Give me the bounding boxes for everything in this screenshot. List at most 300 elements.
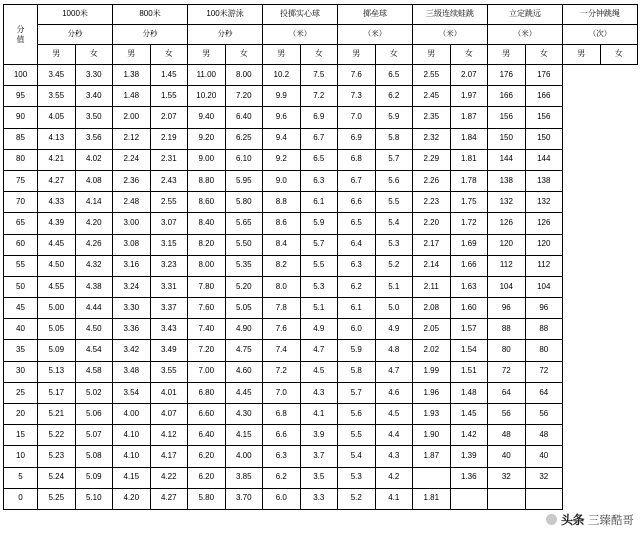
cell-value: 1.93 — [413, 404, 451, 425]
cell-value: 5.9 — [375, 107, 413, 128]
cell-value: 120 — [488, 234, 526, 255]
cell-value: 104 — [488, 276, 526, 297]
cell-value: 64 — [488, 382, 526, 403]
cell-value: 32 — [488, 467, 526, 488]
cell-value: 96 — [488, 298, 526, 319]
cell-value: 4.08 — [75, 170, 113, 191]
event-name-1: 800米 — [113, 5, 188, 25]
cell-value: 5.9 — [338, 340, 376, 361]
corner-score-label — [4, 5, 38, 65]
event-name-6: 立定跳远 — [488, 5, 563, 25]
cell-value: 1.63 — [450, 276, 488, 297]
cell-value: 2.17 — [413, 234, 451, 255]
cell-value: 8.20 — [188, 234, 226, 255]
cell-value: 4.7 — [300, 340, 338, 361]
cell-value: 96 — [525, 298, 563, 319]
cell-value: 4.58 — [75, 361, 113, 382]
cell-value: 5.24 — [38, 467, 76, 488]
cell-value: 138 — [525, 170, 563, 191]
cell-value: 156 — [488, 107, 526, 128]
cell-value: 1.48 — [113, 86, 151, 107]
cell-value: 3.07 — [150, 213, 188, 234]
cell-value: 6.0 — [263, 488, 301, 509]
cell-value: 7.2 — [263, 361, 301, 382]
cell-value: 1.84 — [450, 128, 488, 149]
event-sex-1-1: 女 — [150, 45, 188, 65]
cell-value: 5.09 — [38, 340, 76, 361]
cell-value: 3.30 — [113, 298, 151, 319]
cell-value: 6.6 — [338, 192, 376, 213]
cell-value: 6.20 — [188, 446, 226, 467]
cell-value: 3.37 — [150, 298, 188, 319]
event-sex-2-1: 女 — [225, 45, 263, 65]
cell-value: 4.30 — [225, 404, 263, 425]
cell-value: 5.23 — [38, 446, 76, 467]
event-name-2: 100米游泳 — [188, 5, 263, 25]
cell-value: 1.36 — [450, 467, 488, 488]
cell-value: 7.3 — [338, 86, 376, 107]
cell-value: 4.00 — [113, 404, 151, 425]
cell-value: 7.80 — [188, 276, 226, 297]
cell-value: 5.05 — [225, 298, 263, 319]
cell-value: 3.23 — [150, 255, 188, 276]
cell-value: 48 — [525, 425, 563, 446]
cell-value: 4.22 — [150, 467, 188, 488]
table-head — [4, 5, 638, 65]
cell-value: 1.54 — [450, 340, 488, 361]
cell-value: 2.02 — [413, 340, 451, 361]
cell-value: 5.7 — [375, 149, 413, 170]
cell-value: 40 — [488, 446, 526, 467]
table-row — [4, 319, 638, 340]
event-unit-5: （米） — [413, 25, 488, 45]
score-value: 45 — [4, 298, 38, 319]
cell-value: 6.1 — [300, 192, 338, 213]
cell-value: 1.81 — [450, 149, 488, 170]
cell-value: 5.6 — [338, 404, 376, 425]
cell-value: 2.07 — [150, 107, 188, 128]
cell-value: 72 — [525, 361, 563, 382]
cell-value: 4.39 — [38, 213, 76, 234]
table-row — [4, 425, 638, 446]
cell-value: 2.32 — [413, 128, 451, 149]
table-row — [4, 192, 638, 213]
cell-value: 166 — [525, 86, 563, 107]
cell-value: 4.90 — [225, 319, 263, 340]
cell-value: 3.45 — [38, 65, 76, 86]
cell-value: 5.05 — [38, 319, 76, 340]
cell-value: 3.70 — [225, 488, 263, 509]
cell-value: 8.6 — [263, 213, 301, 234]
event-sex-2-0: 男 — [188, 45, 226, 65]
cell-value: 6.6 — [263, 425, 301, 446]
cell-value: 1.51 — [450, 361, 488, 382]
cell-value: 4.9 — [300, 319, 338, 340]
cell-value: 1.42 — [450, 425, 488, 446]
table-row — [4, 170, 638, 191]
event-name-3: 投掷实心球 — [263, 5, 338, 25]
table-row — [4, 361, 638, 382]
cell-value: 3.36 — [113, 319, 151, 340]
cell-value: 3.9 — [300, 425, 338, 446]
event-sex-4-1: 女 — [375, 45, 413, 65]
cell-value: 1.55 — [150, 86, 188, 107]
event-sex-6-0: 男 — [488, 45, 526, 65]
cell-value: 6.3 — [338, 255, 376, 276]
cell-value — [488, 488, 526, 509]
score-value: 25 — [4, 382, 38, 403]
cell-value: 4.20 — [75, 213, 113, 234]
cell-value: 5.5 — [338, 425, 376, 446]
cell-value: 4.5 — [375, 404, 413, 425]
cell-value: 10.2 — [263, 65, 301, 86]
cell-value: 4.3 — [375, 446, 413, 467]
cell-value: 4.55 — [38, 276, 76, 297]
cell-value: 9.6 — [263, 107, 301, 128]
header-row-sex — [4, 45, 638, 65]
cell-value: 3.48 — [113, 361, 151, 382]
cell-value: 104 — [525, 276, 563, 297]
cell-value: 10.20 — [188, 86, 226, 107]
cell-value: 80 — [488, 340, 526, 361]
cell-value: 2.43 — [150, 170, 188, 191]
score-value: 40 — [4, 319, 38, 340]
cell-value: 4.27 — [38, 170, 76, 191]
cell-value: 7.8 — [263, 298, 301, 319]
event-name-4: 掷垒球 — [338, 5, 413, 25]
cell-value: 4.27 — [150, 488, 188, 509]
cell-value: 3.55 — [38, 86, 76, 107]
cell-value: 156 — [525, 107, 563, 128]
cell-value: 56 — [488, 404, 526, 425]
cell-value: 3.55 — [150, 361, 188, 382]
event-unit-1: 分秒 — [113, 25, 188, 45]
score-value: 90 — [4, 107, 38, 128]
cell-value: 5.8 — [338, 361, 376, 382]
cell-value: 5.5 — [375, 192, 413, 213]
cell-value: 7.0 — [338, 107, 376, 128]
cell-value: 3.7 — [300, 446, 338, 467]
table-row — [4, 488, 638, 509]
cell-value: 1.81 — [413, 488, 451, 509]
cell-value: 6.2 — [375, 86, 413, 107]
table-row — [4, 467, 638, 488]
cell-value: 132 — [488, 192, 526, 213]
cell-value: 3.42 — [113, 340, 151, 361]
cell-value: 72 — [488, 361, 526, 382]
cell-value: 1.39 — [450, 446, 488, 467]
cell-value: 4.3 — [300, 382, 338, 403]
cell-value: 2.26 — [413, 170, 451, 191]
event-sex-7-1: 女 — [600, 45, 638, 65]
cell-value: 1.99 — [413, 361, 451, 382]
cell-value: 6.3 — [300, 170, 338, 191]
cell-value: 5.2 — [375, 255, 413, 276]
cell-value: 1.69 — [450, 234, 488, 255]
table-row — [4, 446, 638, 467]
cell-value: 2.20 — [413, 213, 451, 234]
event-sex-1-0: 男 — [113, 45, 151, 65]
cell-value: 176 — [525, 65, 563, 86]
cell-value: 1.96 — [413, 382, 451, 403]
cell-value: 4.01 — [150, 382, 188, 403]
event-sex-7-0: 男 — [563, 45, 601, 65]
cell-value: 4.10 — [113, 425, 151, 446]
cell-value: 4.4 — [375, 425, 413, 446]
cell-value: 1.45 — [450, 404, 488, 425]
table-row — [4, 340, 638, 361]
cell-value: 6.25 — [225, 128, 263, 149]
cell-value: 4.07 — [150, 404, 188, 425]
table-row — [4, 404, 638, 425]
cell-value: 4.60 — [225, 361, 263, 382]
cell-value: 4.7 — [375, 361, 413, 382]
header-row-event — [4, 5, 638, 25]
cell-value: 4.2 — [375, 467, 413, 488]
cell-value: 3.31 — [150, 276, 188, 297]
cell-value: 5.80 — [225, 192, 263, 213]
score-value: 5 — [4, 467, 38, 488]
cell-value: 40 — [525, 446, 563, 467]
cell-value: 7.0 — [263, 382, 301, 403]
cell-value: 6.20 — [188, 467, 226, 488]
table-row — [4, 255, 638, 276]
cell-value: 1.45 — [150, 65, 188, 86]
cell-value: 7.20 — [225, 86, 263, 107]
cell-value: 32 — [525, 467, 563, 488]
cell-value: 5.3 — [375, 234, 413, 255]
cell-value: 1.48 — [450, 382, 488, 403]
score-value: 10 — [4, 446, 38, 467]
event-unit-0: 分秒 — [38, 25, 113, 45]
table-body — [4, 65, 638, 510]
event-sex-5-0: 男 — [413, 45, 451, 65]
cell-value: 9.00 — [188, 149, 226, 170]
cell-value: 80 — [525, 340, 563, 361]
cell-value: 6.60 — [188, 404, 226, 425]
cell-value: 2.08 — [413, 298, 451, 319]
score-value: 85 — [4, 128, 38, 149]
cell-value: 7.6 — [338, 65, 376, 86]
score-value: 75 — [4, 170, 38, 191]
cell-value: 4.5 — [300, 361, 338, 382]
cell-value: 1.87 — [450, 107, 488, 128]
score-value: 95 — [4, 86, 38, 107]
score-value: 15 — [4, 425, 38, 446]
cell-value: 6.5 — [300, 149, 338, 170]
cell-value: 3.30 — [75, 65, 113, 86]
cell-value: 2.12 — [113, 128, 151, 149]
event-unit-3: （米） — [263, 25, 338, 45]
cell-value: 56 — [525, 404, 563, 425]
cell-value: 5.2 — [338, 488, 376, 509]
cell-value: 2.55 — [150, 192, 188, 213]
cell-value: 120 — [525, 234, 563, 255]
cell-value: 1.60 — [450, 298, 488, 319]
cell-value: 5.06 — [75, 404, 113, 425]
cell-value: 5.7 — [338, 382, 376, 403]
cell-value: 7.6 — [263, 319, 301, 340]
event-sex-5-1: 女 — [450, 45, 488, 65]
cell-value: 6.10 — [225, 149, 263, 170]
cell-value: 5.10 — [75, 488, 113, 509]
cell-value: 5.02 — [75, 382, 113, 403]
cell-value: 4.17 — [150, 446, 188, 467]
score-value: 65 — [4, 213, 38, 234]
cell-value: 3.40 — [75, 86, 113, 107]
cell-value: 2.35 — [413, 107, 451, 128]
cell-value: 1.66 — [450, 255, 488, 276]
score-value: 55 — [4, 255, 38, 276]
cell-value: 6.3 — [263, 446, 301, 467]
event-name-0: 1000米 — [38, 5, 113, 25]
cell-value: 3.16 — [113, 255, 151, 276]
cell-value: 88 — [488, 319, 526, 340]
cell-value: 4.13 — [38, 128, 76, 149]
event-unit-2: 分秒 — [188, 25, 263, 45]
cell-value: 4.45 — [225, 382, 263, 403]
score-value: 100 — [4, 65, 38, 86]
cell-value: 4.00 — [225, 446, 263, 467]
watermark-user-text: 三臻酷哥 — [588, 514, 634, 527]
cell-value: 6.0 — [338, 319, 376, 340]
cell-value: 4.54 — [75, 340, 113, 361]
cell-value: 2.07 — [450, 65, 488, 86]
cell-value: 5.1 — [300, 298, 338, 319]
cell-value: 3.15 — [150, 234, 188, 255]
cell-value: 8.2 — [263, 255, 301, 276]
cell-value: 7.2 — [300, 86, 338, 107]
cell-value: 1.78 — [450, 170, 488, 191]
event-sex-4-0: 男 — [338, 45, 376, 65]
cell-value: 2.05 — [413, 319, 451, 340]
cell-value: 2.31 — [150, 149, 188, 170]
cell-value: 112 — [525, 255, 563, 276]
header-row-unit — [4, 25, 638, 45]
cell-value — [450, 488, 488, 509]
cell-value: 5.7 — [300, 234, 338, 255]
score-value: 20 — [4, 404, 38, 425]
table-row — [4, 86, 638, 107]
event-sex-6-1: 女 — [525, 45, 563, 65]
cell-value: 7.5 — [300, 65, 338, 86]
table-row — [4, 128, 638, 149]
table-row — [4, 149, 638, 170]
cell-value: 9.20 — [188, 128, 226, 149]
cell-value: 5.13 — [38, 361, 76, 382]
cell-value: 5.80 — [188, 488, 226, 509]
table-row — [4, 382, 638, 403]
cell-value: 7.60 — [188, 298, 226, 319]
table-row — [4, 107, 638, 128]
cell-value: 6.4 — [338, 234, 376, 255]
cell-value: 3.00 — [113, 213, 151, 234]
cell-value: 6.7 — [300, 128, 338, 149]
cell-value: 3.3 — [300, 488, 338, 509]
cell-value: 5.17 — [38, 382, 76, 403]
cell-value: 5.09 — [75, 467, 113, 488]
cell-value: 5.3 — [300, 276, 338, 297]
watermark-logo-icon — [546, 514, 557, 525]
cell-value: 6.8 — [263, 404, 301, 425]
score-value: 0 — [4, 488, 38, 509]
event-sex-3-1: 女 — [300, 45, 338, 65]
cell-value: 6.5 — [338, 213, 376, 234]
cell-value: 8.60 — [188, 192, 226, 213]
cell-value: 5.08 — [75, 446, 113, 467]
cell-value: 5.50 — [225, 234, 263, 255]
event-sex-3-0: 男 — [263, 45, 301, 65]
cell-value: 126 — [488, 213, 526, 234]
cell-value: 6.8 — [338, 149, 376, 170]
cell-value: 4.1 — [300, 404, 338, 425]
cell-value: 6.9 — [338, 128, 376, 149]
cell-value: 4.15 — [113, 467, 151, 488]
cell-value: 5.8 — [375, 128, 413, 149]
cell-value: 4.33 — [38, 192, 76, 213]
cell-value: 1.75 — [450, 192, 488, 213]
cell-value: 3.49 — [150, 340, 188, 361]
cell-value: 2.14 — [413, 255, 451, 276]
cell-value: 2.45 — [413, 86, 451, 107]
cell-value: 166 — [488, 86, 526, 107]
cell-value: 3.43 — [150, 319, 188, 340]
cell-value: 4.05 — [38, 107, 76, 128]
cell-value: 5.95 — [225, 170, 263, 191]
cell-value: 7.00 — [188, 361, 226, 382]
cell-value: 8.40 — [188, 213, 226, 234]
event-unit-6: （米） — [488, 25, 563, 45]
cell-value: 4.32 — [75, 255, 113, 276]
cell-value: 4.9 — [375, 319, 413, 340]
cell-value: 5.1 — [375, 276, 413, 297]
cell-value: 4.75 — [225, 340, 263, 361]
cell-value: 5.65 — [225, 213, 263, 234]
cell-value: 5.00 — [38, 298, 76, 319]
cell-value: 4.12 — [150, 425, 188, 446]
corner-line1: 分 — [16, 25, 25, 35]
cell-value: 126 — [525, 213, 563, 234]
cell-value — [525, 488, 563, 509]
score-value: 80 — [4, 149, 38, 170]
cell-value: 138 — [488, 170, 526, 191]
score-value: 30 — [4, 361, 38, 382]
cell-value: 5.20 — [225, 276, 263, 297]
cell-value: 4.14 — [75, 192, 113, 213]
cell-value: 6.5 — [375, 65, 413, 86]
cell-value: 5.25 — [38, 488, 76, 509]
cell-value: 88 — [525, 319, 563, 340]
cell-value: 2.11 — [413, 276, 451, 297]
cell-value: 3.24 — [113, 276, 151, 297]
watermark — [546, 511, 634, 528]
score-standard-table — [3, 4, 638, 510]
table-row — [4, 65, 638, 86]
cell-value: 1.38 — [113, 65, 151, 86]
score-value: 35 — [4, 340, 38, 361]
cell-value: 5.4 — [375, 213, 413, 234]
cell-value: 1.87 — [413, 446, 451, 467]
cell-value: 6.2 — [338, 276, 376, 297]
cell-value: 4.6 — [375, 382, 413, 403]
cell-value: 6.2 — [263, 467, 301, 488]
cell-value: 3.56 — [75, 128, 113, 149]
cell-value: 6.40 — [188, 425, 226, 446]
cell-value: 8.0 — [263, 276, 301, 297]
cell-value: 9.9 — [263, 86, 301, 107]
cell-value: 8.4 — [263, 234, 301, 255]
cell-value: 4.26 — [75, 234, 113, 255]
